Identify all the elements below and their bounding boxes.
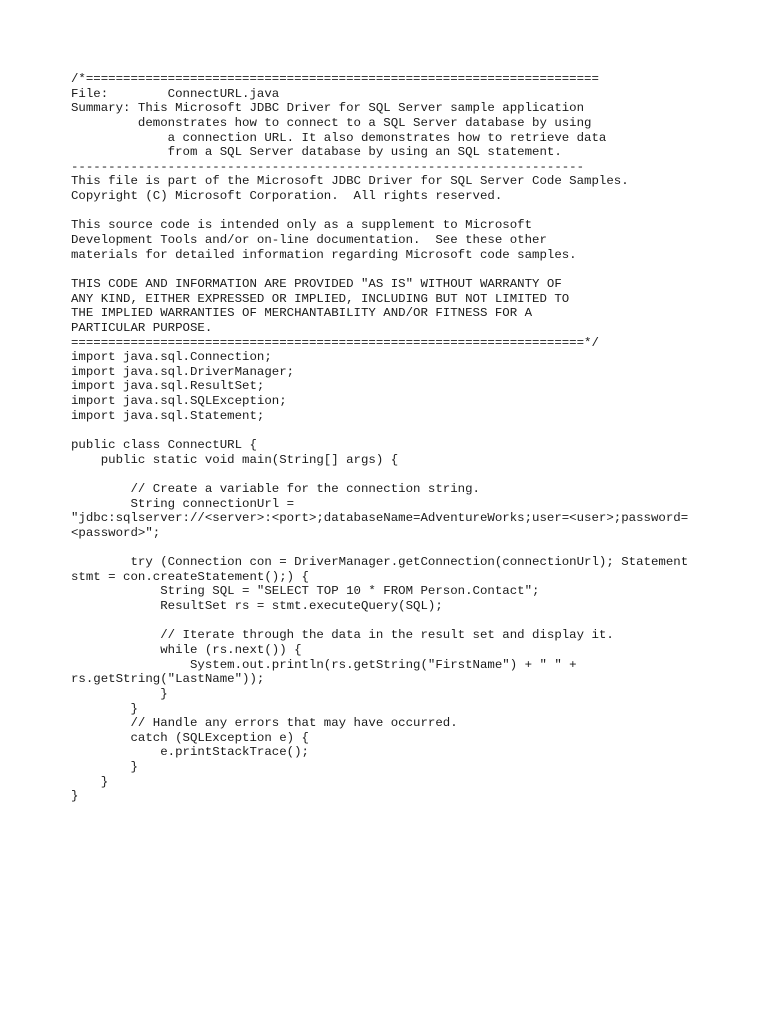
code-line: } <box>71 701 138 716</box>
code-line: System.out.println(rs.getString("FirstName") + " " + <box>71 657 577 672</box>
code-line: } <box>71 774 109 789</box>
source-code-listing <box>71 72 721 804</box>
code-line: demonstrates how to connect to a SQL Server database by using <box>71 115 592 130</box>
code-line: // Handle any errors that may have occurred. <box>71 716 458 731</box>
code-line: import java.sql.DriverManager; <box>71 364 295 379</box>
code-line: String connectionUrl = <box>71 496 295 511</box>
code-line: a connection URL. It also demonstrates how to retrieve data <box>71 130 607 145</box>
code-line: Development Tools and/or on-line documentation. See these other <box>71 233 547 248</box>
code-line <box>71 423 721 438</box>
code-line: import java.sql.Connection; <box>71 350 272 365</box>
code-line: from a SQL Server database by using an SQL statement. <box>71 145 562 160</box>
code-line: This file is part of the Microsoft JDBC Driver for SQL Server Code Samples. <box>71 174 629 189</box>
code-line: // Create a variable for the connection string. <box>71 481 480 496</box>
code-line: PARTICULAR PURPOSE. <box>71 320 213 335</box>
code-line: e.printStackTrace(); <box>71 745 309 760</box>
code-line: <password>"; <box>71 525 161 540</box>
code-line: import java.sql.ResultSet; <box>71 379 265 394</box>
code-line: materials for detailed information regarding Microsoft code samples. <box>71 247 577 262</box>
code-line <box>71 614 721 629</box>
code-line: File: ConnectURL.java <box>71 86 280 101</box>
code-line: // Iterate through the data in the result set and display it. <box>71 628 614 643</box>
code-line <box>71 204 721 219</box>
code-line: This source code is intended only as a supplement to Microsoft <box>71 218 533 233</box>
code-line: } <box>71 789 79 804</box>
code-line: import java.sql.SQLException; <box>71 394 287 409</box>
code-line: "jdbc:sqlserver://<server>:<port>;databaseName=AdventureWorks;user=<user>;password= <box>71 511 689 526</box>
code-line: --------------------------------------------------------------------- <box>71 159 585 174</box>
code-line: ANY KIND, EITHER EXPRESSED OR IMPLIED, INCLUDING BUT NOT LIMITED TO <box>71 291 570 306</box>
code-line: String SQL = "SELECT TOP 10 * FROM Person.Contact"; <box>71 584 540 599</box>
code-line <box>71 262 721 277</box>
code-line: ResultSet rs = stmt.executeQuery(SQL); <box>71 599 443 614</box>
code-line: public static void main(String[] args) { <box>71 452 399 467</box>
code-line: try (Connection con = DriverManager.getConnection(connectionUrl); Statement <box>71 555 689 570</box>
code-line: =====================================================================*/ <box>71 335 599 350</box>
code-line: stmt = con.createStatement();) { <box>71 569 309 584</box>
code-line <box>71 467 721 482</box>
code-line: THIS CODE AND INFORMATION ARE PROVIDED "AS IS" WITHOUT WARRANTY OF <box>71 276 562 291</box>
code-line: rs.getString("LastName")); <box>71 672 265 687</box>
code-line: Summary: This Microsoft JDBC Driver for SQL Server sample application <box>71 101 585 116</box>
code-line: Copyright (C) Microsoft Corporation. All rights reserved. <box>71 189 503 204</box>
code-line: } <box>71 760 138 775</box>
code-line: import java.sql.Statement; <box>71 408 265 423</box>
code-line <box>71 541 721 556</box>
code-line: THE IMPLIED WARRANTIES OF MERCHANTABILITY AND/OR FITNESS FOR A <box>71 306 533 321</box>
code-line: } <box>71 686 168 701</box>
code-line: public class ConnectURL { <box>71 438 257 453</box>
code-line: while (rs.next()) { <box>71 642 302 657</box>
code-line: catch (SQLException e) { <box>71 730 309 745</box>
code-line: /*===================================================================== <box>71 72 599 86</box>
